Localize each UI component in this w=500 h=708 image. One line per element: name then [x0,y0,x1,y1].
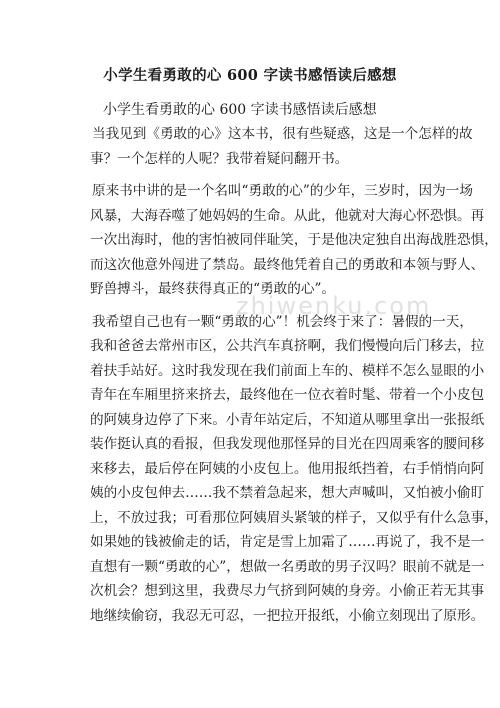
paragraph-line: 我和爸爸去常州市区，公共汽车真挤啊，我们慢慢向后门移去，拉 [90,338,485,354]
paragraph-line: 青年在车厢里挤来挤去，最终他在一位衣着时髦、带着一个小皮包 [90,387,485,403]
watermark-text: zhiwenku.com [236,292,432,320]
paragraph-line: 事？一个怎样的人呢？我带着疑问翻开书。 [90,150,349,167]
paragraph-line: 我希望自己也有一颗“勇敢的心”！机会终于来了：暑假的一天， [92,313,473,330]
paragraph-line: 的阿姨身边停了下来。小青年站定后，不知道从哪里拿出一张报纸 [90,411,485,428]
paragraph-line: 当我见到《勇敢的心》这本书，很有些疑惑，这是一个怎样的故 [92,126,473,142]
paragraph-line: 姨的小皮包伸去……我不禁着急起来，想大声喊叫，又怕被小偷盯 [90,485,485,501]
paragraph-line: 而这次他意外闯进了禁岛。最终他凭着自己的勇敢和本领与野人、 [90,256,485,273]
paragraph-line: 直想有一颗“勇敢的心”，想做一名勇敢的男子汉吗？眼前不就是一 [90,558,485,575]
paragraph-3 [86,310,498,629]
paragraph-line: 如果她的钱被偷走的话，肯定是雪上加霜了……再说了，我不是一 [90,534,485,550]
paragraph-line: 原来书中讲的是一个名叫“勇敢的心”的少年，三岁时，因为一场 [92,183,473,199]
paragraph-line: 次机会？想到这里，我费尽力气挤到阿姨的身旁。小偷正若无其事 [90,583,485,599]
paragraph-1 [86,122,473,171]
document-title: 小学生看勇敢的心 600 字读书感悟读后感想 [103,67,397,84]
paragraph-line: 一次出海时，他的害怕被同伴耻笑，于是他决定独自出海战胜恐惧， [90,232,498,248]
paragraph-line: 地继续偷窃，我忍无可忍，一把拉开报纸，小偷立刻现出了原形。 [90,607,485,624]
paragraph-line: 野兽搏斗，最终获得真正的“勇敢的心”。 [90,281,335,297]
paragraph-line: 装作挺认真的看报，但我发现他那怪异的目光在四周乘客的腰间移 [90,436,485,452]
paragraph-2 [86,179,498,302]
document-body [86,122,498,636]
paragraph-line: 上，不放过我；可看那位阿姨眉头紧皱的样子，又似乎有什么急事， [90,509,498,526]
document-subtitle: 小学生看勇敢的心 600 字读书感悟读后感想 [103,102,377,118]
paragraph-line: 风暴，大海吞噬了她妈妈的生命。从此，他就对大海心怀恐惧。再 [90,207,485,224]
paragraph-line: 着扶手站好。这时我发现在我们前面上车的、模样不怎么显眼的小 [90,362,485,379]
paragraph-line: 来移去，最后停在阿姨的小皮包上。他用报纸挡着，右手悄悄向阿 [90,460,485,477]
